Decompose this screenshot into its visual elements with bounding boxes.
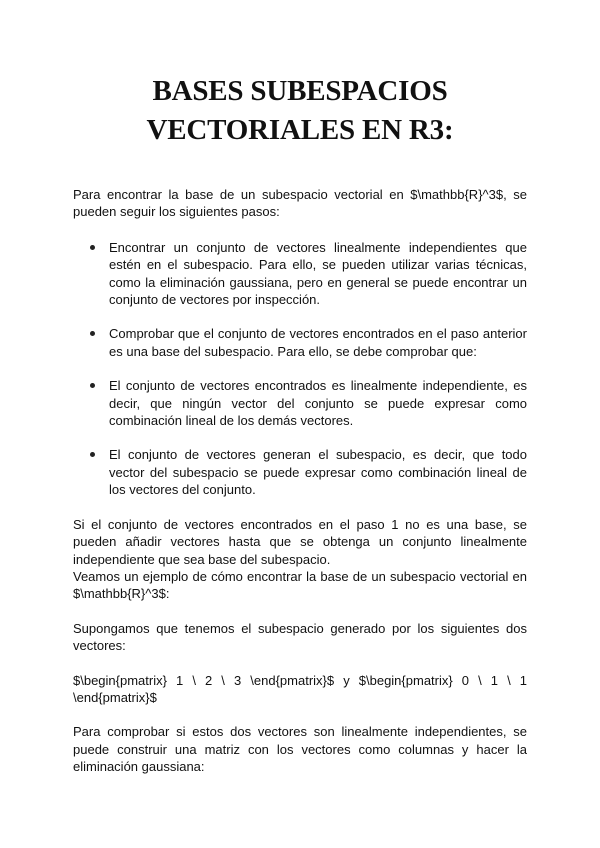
- bullet-icon: [90, 245, 95, 250]
- document-title: [60, 72, 540, 150]
- not-base-paragraph: Si el conjunto de vectores encontrados en el paso 1 no es una base, se pueden añadir vectores hasta que se obtenga un conjunto linealmente independiente que sea base del subespacio.: [73, 516, 527, 567]
- list-item-text: El conjunto de vectores generan el subespacio, es decir, que todo vector del subespacio se puede expresar como combinación lineal de los vectores del conjunto.: [109, 447, 527, 498]
- suppose-paragraph: Supongamos que tenemos el subespacio generado por los siguientes dos vectores:: [73, 620, 527, 654]
- document-body: [73, 186, 527, 776]
- title-line-1: BASES SUBESPACIOS: [152, 75, 448, 107]
- list-item: [73, 446, 527, 498]
- list-item-text: El conjunto de vectores encontrados es linealmente independiente, es decir, que ningún vector del conjunto se puede expresar como combinación lineal de los demás vectores.: [109, 378, 527, 429]
- title-line-2: VECTORIALES EN R3:: [146, 114, 454, 146]
- bullet-icon: [90, 383, 95, 388]
- vectors-paragraph: $\begin{pmatrix} 1 \ 2 \ 3 \end{pmatrix}$ y $\begin{pmatrix} 0 \ 1 \ 1 \end{pmatrix}$: [73, 672, 527, 705]
- list-item: [73, 325, 527, 360]
- list-item-text: Encontrar un conjunto de vectores linealmente independientes que estén en el subespacio. Para ello, se pueden utilizar varias técnicas, como la eliminación gaussiana, pero en general se puede encontrar un conjunto de vectores por inspección.: [109, 239, 527, 308]
- check-paragraph: Para comprobar si estos dos vectores son linealmente independientes, se puede construir una matriz con los vectores como columnas y hacer la eliminación gaussiana:: [73, 724, 527, 775]
- list-item: [73, 239, 527, 309]
- list-item-text: Comprobar que el conjunto de vectores encontrados en el paso anterior es una base del subespacio. Para ello, se debe comprobar que:: [109, 326, 527, 359]
- bullet-icon: [90, 452, 95, 457]
- bullet-icon: [90, 331, 95, 336]
- list-item: [73, 377, 527, 429]
- example-intro-paragraph: Veamos un ejemplo de cómo encontrar la base de un subespacio vectorial en $\mathbb{R}^3$:: [73, 568, 527, 602]
- intro-paragraph: Para encontrar la base de un subespacio vectorial en $\mathbb{R}^3$, se pueden seguir los siguientes pasos:: [73, 187, 527, 220]
- steps-list: [73, 239, 527, 499]
